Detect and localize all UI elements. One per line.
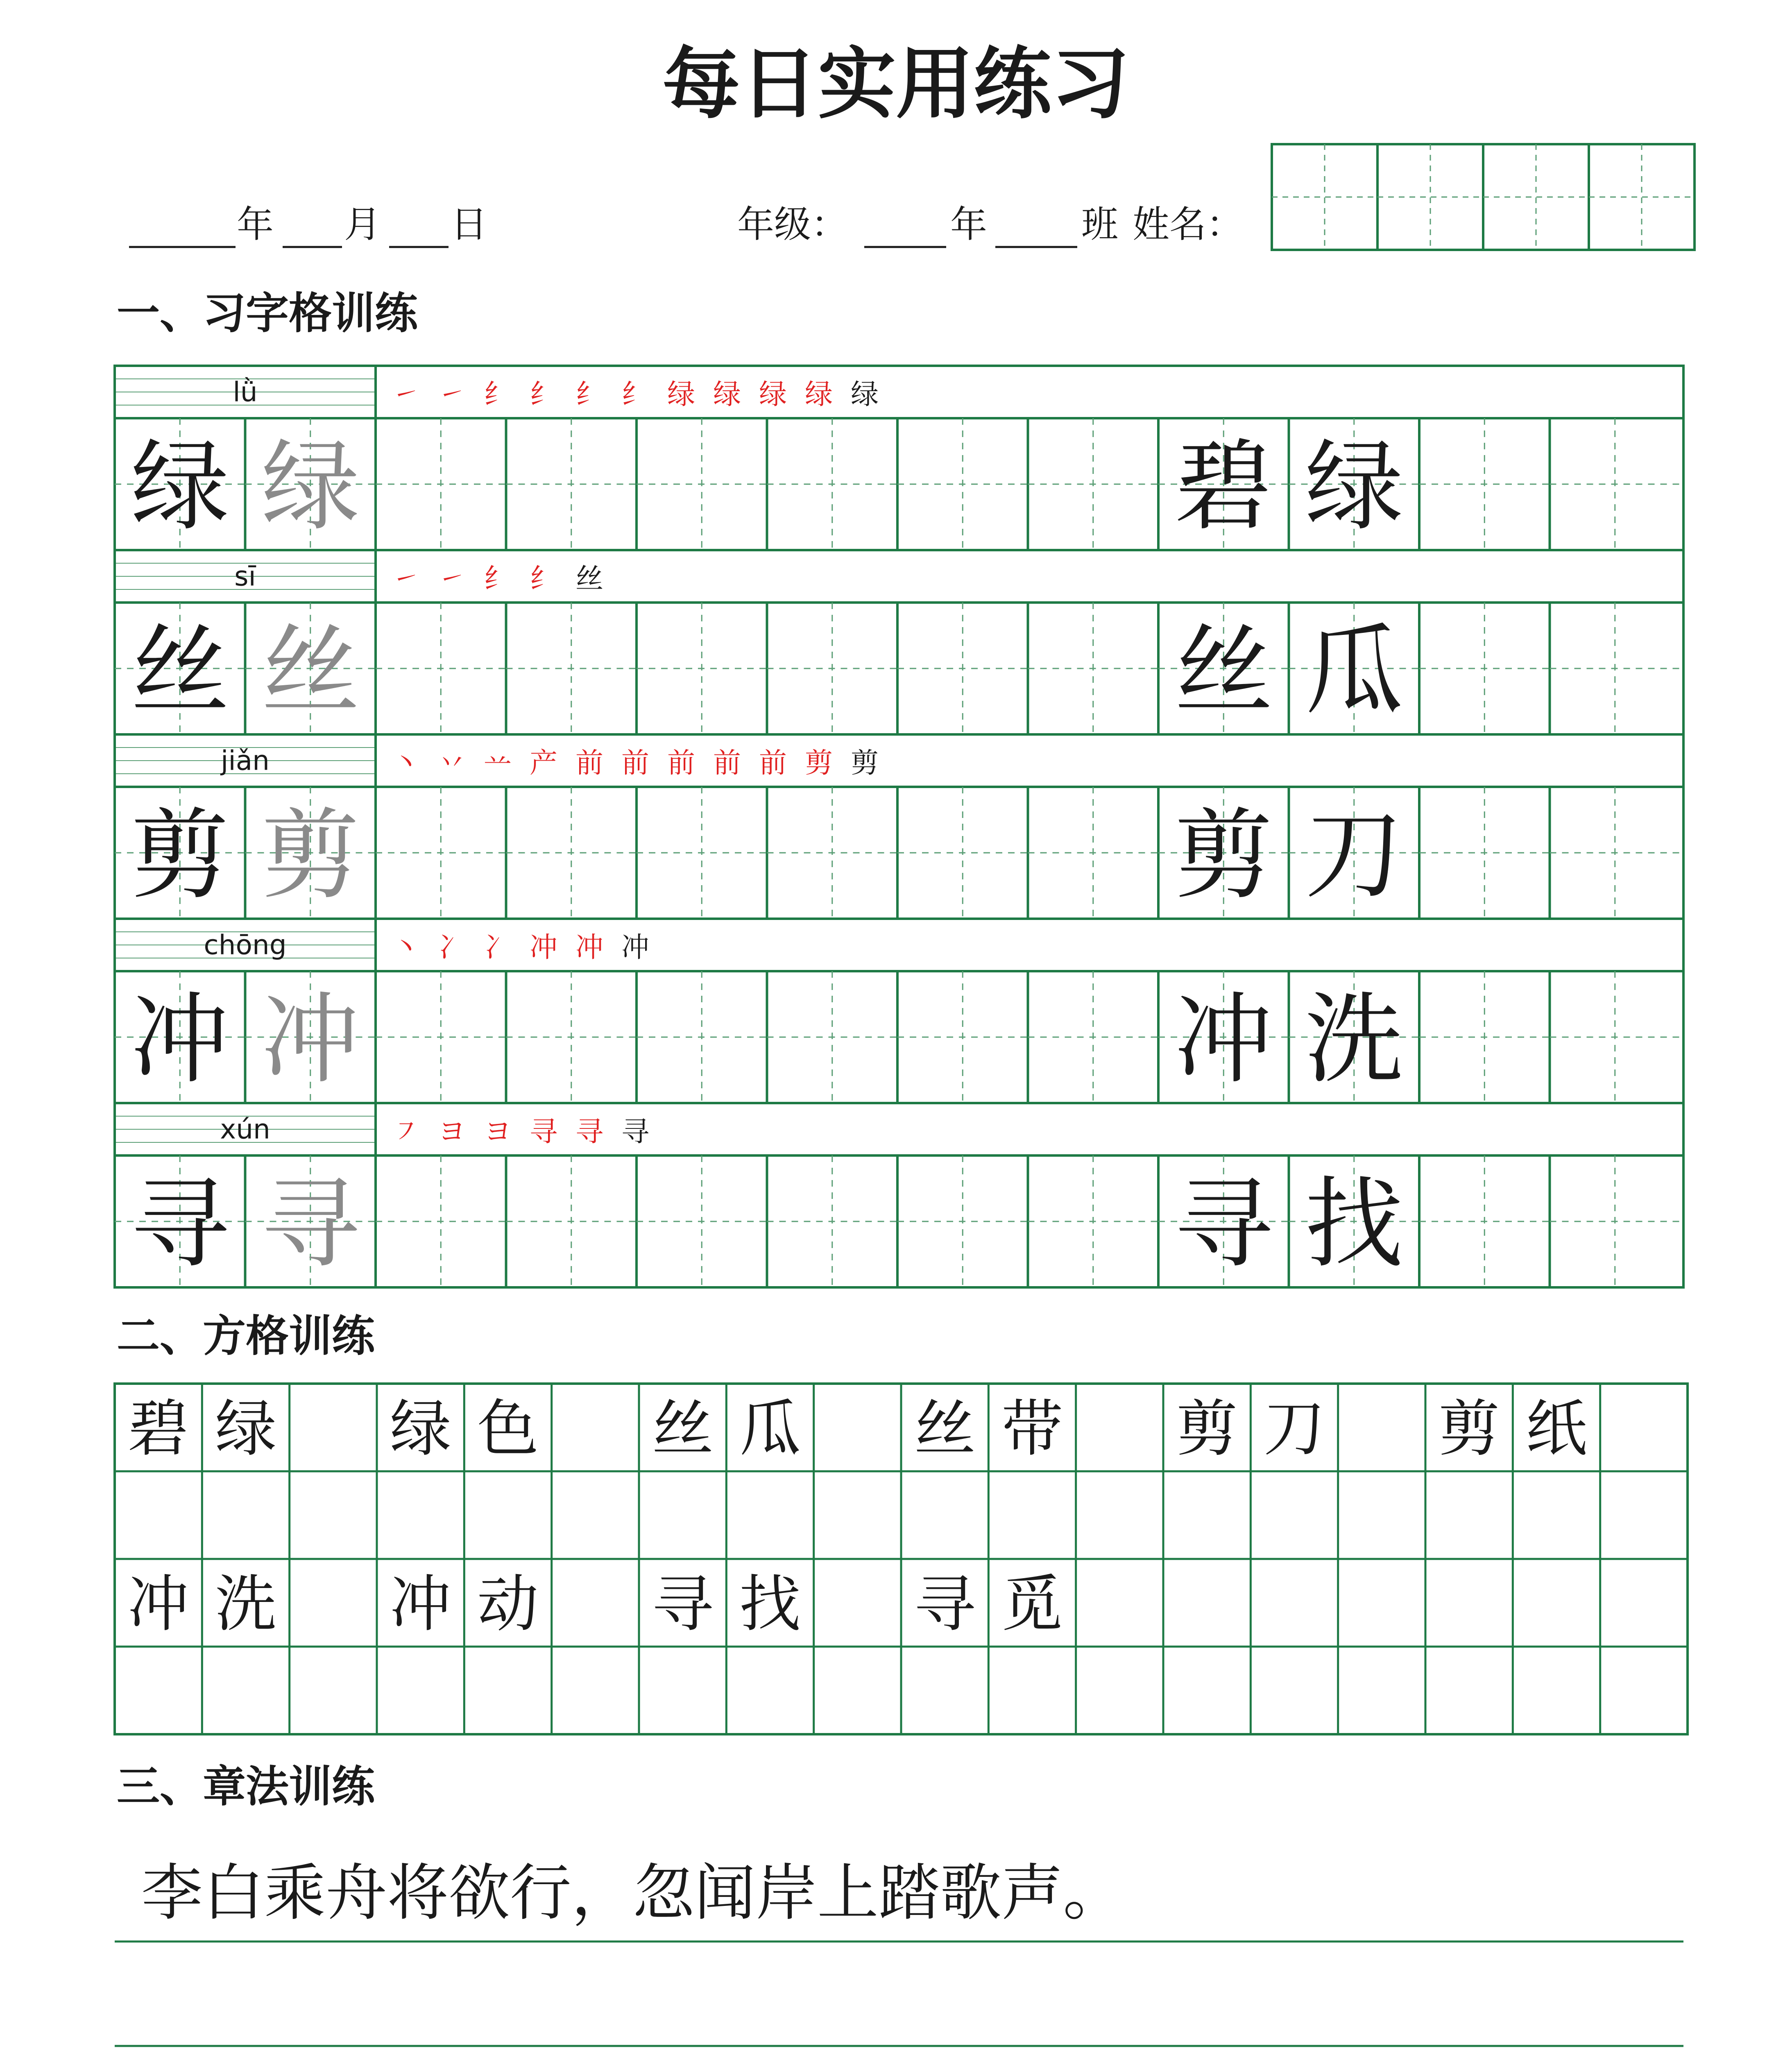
stroke-step: 丝 — [575, 562, 604, 595]
square-word-char: 觅 — [1001, 1569, 1063, 1640]
header-fields — [129, 203, 1243, 247]
date-day-label: 日 — [451, 203, 487, 246]
stroke-order-sequence — [392, 747, 879, 779]
trace-char: 丝 — [261, 614, 360, 728]
stroke-step: 丷 — [438, 747, 466, 779]
stroke-step: ㇇ — [392, 1115, 420, 1148]
stroke-step: ㇀ — [438, 562, 466, 595]
square-practice-grid — [115, 1384, 1688, 1734]
name-label: 姓名： — [1133, 203, 1243, 246]
stroke-step: 纟 — [530, 562, 558, 595]
stroke-step: ㇀ — [392, 562, 420, 595]
stroke-step: 寻 — [575, 1115, 604, 1148]
grade-label: 年级： — [737, 203, 848, 246]
trace-char: 绿 — [261, 429, 360, 544]
pinyin-text: lǜ — [233, 376, 258, 408]
square-word-char: 碧 — [127, 1393, 189, 1465]
square-word-char: 剪 — [1176, 1393, 1238, 1465]
stroke-step: 剪 — [805, 747, 833, 779]
square-word-char: 动 — [477, 1569, 539, 1640]
pinyin-text: jiǎn — [221, 745, 270, 777]
square-word-char: 寻 — [914, 1569, 976, 1640]
date-year-label: 年 — [237, 203, 274, 246]
stroke-step: 䒑 — [484, 747, 512, 779]
trace-char: 剪 — [261, 798, 360, 913]
square-word-char: 绿 — [215, 1393, 277, 1465]
class-label: 班 — [1081, 203, 1118, 246]
stroke-step: ㇀ — [438, 378, 466, 411]
composition-practice — [115, 1858, 1683, 2048]
stroke-step: 绿 — [713, 378, 741, 411]
stroke-step: 绿 — [759, 378, 787, 411]
poem-line: 李白乘舟将欲行，忽闻岸上踏歌声。 — [141, 1858, 1125, 1929]
square-word-char: 纸 — [1525, 1393, 1588, 1465]
grade-year-label: 年 — [950, 203, 987, 246]
stroke-step: 纟 — [530, 378, 558, 411]
stroke-order-sequence — [392, 931, 649, 964]
stroke-step: 绿 — [805, 378, 833, 411]
stroke-order-sequence — [392, 378, 879, 411]
model-char: 寻 — [131, 1167, 229, 1281]
stroke-step: 冲 — [575, 931, 604, 964]
word-char: 剪 — [1174, 798, 1273, 913]
stroke-step: 纟 — [484, 562, 512, 595]
square-word-char: 冲 — [127, 1569, 189, 1640]
square-word-char: 绿 — [390, 1393, 451, 1465]
square-word-char: 冲 — [390, 1569, 451, 1640]
name-input-grid[interactable] — [1272, 144, 1695, 250]
stroke-step: 丶 — [392, 747, 420, 779]
stroke-step: 丶 — [392, 931, 420, 964]
model-char: 剪 — [131, 798, 229, 913]
stroke-step: 剪 — [851, 747, 879, 779]
section3-heading: 三、章法训练 — [117, 1762, 375, 1812]
square-word-char: 瓜 — [739, 1393, 801, 1465]
word-char: 洗 — [1305, 982, 1403, 1097]
stroke-step: ヨ — [484, 1115, 512, 1148]
square-word-char: 刀 — [1263, 1393, 1325, 1465]
stroke-step: 冫 — [438, 931, 466, 964]
word-char: 碧 — [1174, 429, 1273, 544]
word-char: 冲 — [1174, 982, 1273, 1097]
stroke-order-sequence — [392, 563, 603, 595]
stroke-step: 纟 — [575, 378, 604, 411]
stroke-step: 前 — [575, 747, 604, 779]
square-word-char: 丝 — [914, 1393, 976, 1465]
stroke-step: 绿 — [667, 378, 696, 411]
date-month-label: 月 — [344, 203, 381, 246]
stroke-step: 寻 — [530, 1115, 558, 1148]
square-word-char: 寻 — [652, 1569, 714, 1640]
model-char: 冲 — [131, 982, 229, 1097]
stroke-step: 寻 — [621, 1115, 650, 1148]
square-word-char: 找 — [739, 1569, 801, 1640]
word-char: 刀 — [1305, 798, 1403, 913]
page-title: 每日实用练习 — [662, 39, 1130, 129]
word-char: 找 — [1305, 1167, 1403, 1281]
word-char: 绿 — [1305, 429, 1403, 544]
word-char: 瓜 — [1305, 614, 1403, 728]
stroke-step: 冲 — [530, 931, 558, 964]
section2-heading: 二、方格训练 — [117, 1311, 375, 1361]
square-word-char: 丝 — [652, 1393, 714, 1465]
char-practice-row — [115, 366, 1683, 550]
trace-char: 寻 — [261, 1167, 360, 1281]
stroke-order-sequence — [392, 1116, 649, 1148]
char-practice-row — [115, 550, 1683, 734]
square-word-char: 色 — [477, 1393, 539, 1465]
word-char: 丝 — [1174, 614, 1273, 728]
stroke-step: 产 — [530, 747, 558, 779]
stroke-step: 冫 — [484, 931, 512, 964]
stroke-step: ㇀ — [392, 378, 420, 411]
trace-char: 冲 — [261, 982, 360, 1097]
stroke-step: 绿 — [851, 378, 879, 411]
stroke-step: 前 — [667, 747, 696, 779]
stroke-step: 前 — [759, 747, 787, 779]
stroke-step: 纟 — [621, 378, 650, 411]
char-practice-row — [115, 919, 1683, 1103]
char-practice-row — [115, 734, 1683, 919]
pinyin-text: xún — [220, 1113, 270, 1145]
stroke-step: ヨ — [438, 1115, 466, 1148]
square-word-char: 剪 — [1438, 1393, 1500, 1465]
square-word-char: 带 — [1001, 1393, 1063, 1465]
pinyin-text: chōng — [204, 929, 287, 961]
square-word-char: 洗 — [215, 1569, 277, 1640]
char-practice-row — [115, 1103, 1683, 1287]
stroke-step: 纟 — [484, 378, 512, 411]
pinyin-text: sī — [234, 560, 256, 592]
stroke-step: 前 — [621, 747, 650, 779]
model-char: 绿 — [131, 429, 229, 544]
char-practice-grid — [115, 366, 1683, 1287]
model-char: 丝 — [131, 614, 229, 728]
stroke-step: 冲 — [621, 931, 650, 964]
stroke-step: 前 — [713, 747, 741, 779]
word-char: 寻 — [1174, 1167, 1273, 1281]
section1-heading: 一、习字格训练 — [117, 288, 418, 338]
